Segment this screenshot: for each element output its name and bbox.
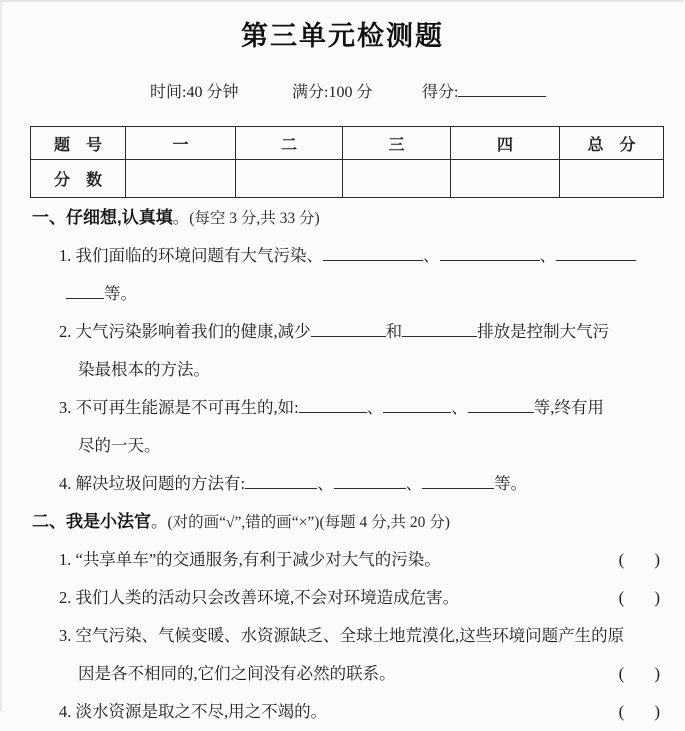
question-text: 染最根本的方法。 (78, 360, 210, 379)
fill-in-blank[interactable] (334, 474, 406, 489)
question-text: 、 (317, 474, 334, 493)
fill-in-blank[interactable] (402, 322, 477, 337)
question-text: 。 (172, 208, 190, 227)
question-text: 因是各不相同的,它们之间没有必然的联系。 (78, 664, 396, 683)
fill-q3-line2 (2, 427, 685, 465)
question-text: 3. 空气污染、气候变暖、水资源缺乏、全球土地荒漠化,这些环境问题产生的原 (59, 626, 625, 645)
section-title-text: 二、我是小法官 (32, 512, 151, 531)
question-text: 等。 (494, 474, 528, 493)
fill-in-blank[interactable] (556, 246, 636, 261)
header-cell-part-1: 一 (126, 127, 236, 160)
question-text: 等,终有用 (533, 398, 604, 417)
fill-in-blank[interactable] (66, 284, 104, 299)
fill-in-blank[interactable] (468, 398, 534, 413)
tf-q4-line (2, 693, 685, 731)
answer-bracket[interactable]: ( ) (618, 588, 660, 607)
fill-q4-line (2, 465, 685, 503)
question-text: 2. 我们人类的活动只会改善环境,不会对环境造成危害。 (59, 588, 460, 607)
score-write-in-blank[interactable] (458, 82, 546, 97)
question-text: 排放是控制大气污 (477, 322, 610, 341)
question-text: 3. 不可再生能源是不可再生的,如: (59, 398, 299, 417)
tf-q1-line (2, 541, 685, 579)
header-cell-part-3: 三 (343, 127, 451, 160)
fill-in-blank[interactable] (383, 398, 451, 413)
score-cell-total[interactable] (560, 160, 664, 198)
info-row (2, 79, 683, 101)
score-table-header-row (31, 127, 664, 160)
score-cell-part-2[interactable] (236, 160, 343, 198)
time-label: 时间:40 分钟 (150, 84, 239, 101)
score-label (422, 79, 546, 102)
fill-in-blank[interactable] (422, 474, 494, 489)
score-table-score-row (31, 160, 664, 198)
question-text: 2. 大气污染影响着我们的健康,减少 (59, 322, 311, 341)
fill-in-blank[interactable] (440, 246, 540, 261)
header-cell-total: 总 分 (560, 127, 664, 160)
header-cell-part-4: 四 (451, 127, 560, 160)
question-text: 、 (405, 474, 423, 493)
tf-q3-line1 (2, 617, 685, 655)
score-label-text: 得分: (422, 84, 459, 101)
question-text: 和 (385, 322, 403, 341)
section-note-text: (每空 3 分,共 33 分) (189, 210, 320, 227)
fill-q2-line1 (2, 313, 685, 351)
fill-in-blank[interactable] (245, 474, 317, 489)
section-2-header (2, 503, 685, 541)
header-cell-part-2: 二 (236, 127, 343, 160)
section-note-text: (对的画“√”,错的画“×”)(每题 4 分,共 20 分) (167, 514, 450, 531)
answer-bracket[interactable]: ( ) (618, 702, 660, 721)
full-score-label: 满分:100 分 (292, 84, 373, 101)
question-text: 4. 淡水资源是取之不尽,用之不竭的。 (59, 702, 328, 721)
fill-q3-line1 (2, 389, 685, 427)
section-1-header (2, 199, 685, 237)
body-lines (2, 199, 685, 731)
question-text: 、 (366, 398, 384, 417)
question-text: 、 (451, 398, 468, 417)
section-title-text: 一、仔细想,认真填 (32, 208, 173, 227)
fill-q2-line2 (2, 351, 685, 389)
tf-q2-line (2, 579, 685, 617)
tf-q3-line2 (2, 655, 685, 693)
fill-in-blank[interactable] (311, 322, 386, 337)
answer-bracket[interactable]: ( ) (618, 550, 660, 569)
fill-q1-line2 (2, 275, 685, 313)
question-text: 尽的一天。 (78, 436, 161, 455)
score-row-label: 分 数 (31, 160, 126, 198)
question-text: 1. 我们面临的环境问题有大气污染、 (59, 246, 323, 265)
score-table (30, 126, 664, 198)
question-text: 4. 解决垃圾问题的方法有: (59, 474, 246, 493)
question-text: 等。 (104, 284, 137, 303)
question-text: 、 (423, 246, 440, 265)
paper-title: 第三单元检测题 (241, 21, 444, 51)
question-text: 1. “共享单车”的交通服务,有利于减少对大气的污染。 (59, 550, 441, 569)
fill-in-blank[interactable] (299, 398, 367, 413)
score-cell-part-1[interactable] (126, 160, 236, 198)
question-text: 。 (151, 512, 168, 531)
header-cell-question-number: 题 号 (31, 127, 126, 160)
answer-bracket[interactable]: ( ) (618, 664, 660, 683)
fill-in-blank[interactable] (323, 246, 423, 261)
score-cell-part-4[interactable] (451, 160, 560, 198)
fill-q1-line1 (2, 237, 685, 275)
question-text: 、 (539, 246, 556, 265)
score-cell-part-3[interactable] (343, 160, 451, 198)
